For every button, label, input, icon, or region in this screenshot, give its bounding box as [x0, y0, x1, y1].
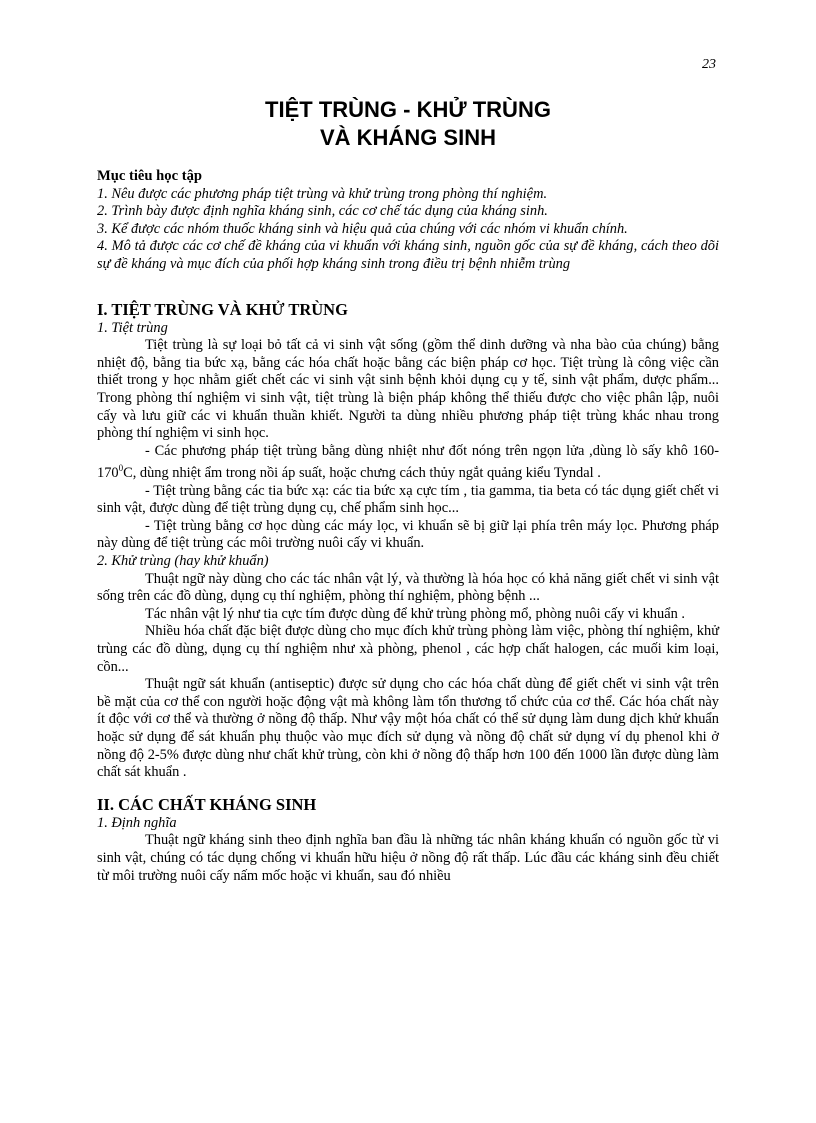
learning-objectives — [97, 168, 719, 274]
paragraph: Nhiều hóa chất đặc biệt được dùng cho mục đích khử trùng phòng làm việc, phòng thí nghiệm, khử trùng các đồ dùng, dụng cụ thí nghiệm như xà phòng, phenol , các hợp chất halogen, các muối kim loại, cồn... — [97, 623, 719, 675]
objectives-heading: Mục tiêu học tập — [97, 168, 202, 184]
subsection-heading: 1. Tiệt trùng — [97, 319, 168, 336]
objective-item: 4. Mô tả được các cơ chế đề kháng của vi khuẩn với kháng sinh, nguồn gốc của sự đề kháng, cách theo dõi sự đề kháng và mục đích của phối hợp kháng sinh trong điều trị bệnh nhiễm trùng — [97, 238, 719, 272]
objective-item: 2. Trình bày được định nghĩa kháng sinh, các cơ chế tác dụng của kháng sinh. — [97, 203, 548, 220]
superscript: 0 — [118, 463, 124, 474]
subsection-heading: 2. Khử trùng (hay khử khuẩn) — [97, 553, 269, 570]
page-title-line-2: VÀ KHÁNG SINH — [319, 125, 496, 150]
paragraph: Thuật ngữ kháng sinh theo định nghĩa ban đầu là những tác nhân kháng khuẩn có nguồn gốc từ vi sinh vật, chúng có tác dụng chống vi khuẩn hữu hiệu ở nồng độ rất thấp. Lúc đầu các kháng sinh đều chiết từ môi trường nuôi cấy nấm mốc hoặc vi khuẩn, sau đó nhiều — [97, 832, 719, 884]
section-heading: I. TIỆT TRÙNG VÀ KHỬ TRÙNG — [97, 299, 348, 319]
paragraph: Thuật ngữ sát khuẩn (antiseptic) được sử dụng cho các hóa chất dùng để giết chết vi sinh vật trên bề mặt của cơ thể con người hoặc động vật mà không làm tổn thương tổ chức của cơ thể. Các hóa chất này ít độc với cơ thể và thường ở nồng độ thấp. Như vậy một hóa chất có thể sử dụng làm dung dịch khử khuẩn hoặc sử dụng để sát khuẩn phụ thuộc vào mục đích sử dụng và nồng độ chất sử dụng ví dụ phenol khi ở nồng độ 2-5% được dùng như chất khử trùng, còn khi ở nồng độ thấp hơn 100 đến 1000 lần được dùng làm chất sát khuẩn . — [97, 676, 719, 781]
paragraph: Tiệt trùng là sự loại bỏ tất cả vi sinh vật sống (gồm thể dinh dưỡng và nha bào của chúng) bằng nhiệt độ, bằng tia bức xạ, bằng các hóa chất hoặc bằng các biện pháp cơ học. Tiệt trùng là công việc cần thiết trong y học nhằm giết chết các vi sinh vật sinh bệnh khỏi dụng cụ y tế, sinh vật phẩm, dược phẩm... Trong phòng thí nghiệm vi sinh vật, tiệt trùng là biện pháp không thể thiếu được cho việc phân lập, nuôi cấy và lưu giữ các vi khuẩn thuần khiết. Người ta dùng nhiều phương pháp tiệt trùng khác nhau trong phòng thí nghiệm vi sinh học. — [97, 337, 719, 442]
paragraph: - Tiệt trùng bằng các tia bức xạ: các tia bức xạ cực tím , tia gamma, tia beta có tác dụng giết chết vi sinh vật, được dùng để tiệt trùng dụng cụ, chế phẩm sinh học... — [97, 482, 719, 517]
paragraph: Thuật ngữ này dùng cho các tác nhân vật lý, và thường là hóa học có khả năng giết chết vi sinh vật sống trên các đồ dùng, dụng cụ thí nghiệm, phòng thí nghiệm, phòng bệnh ... — [97, 570, 719, 605]
subsection-heading: 1. Định nghĩa — [97, 814, 177, 831]
objective-item: 1. Nêu được các phương pháp tiệt trùng và khử trùng trong phòng thí nghiệm. — [97, 185, 548, 202]
paragraph-text: C, dùng nhiệt ẩm trong nồi áp suất, hoặc chưng cách thủy ngắt quảng kiểu Tyndal . — [123, 465, 601, 482]
page-title-line-1: TIỆT TRÙNG - KHỬ TRÙNG — [265, 97, 551, 122]
objective-item: 3. Kể được các nhóm thuốc kháng sinh và hiệu quả của chúng với các nhóm vi khuẩn chính. — [97, 220, 628, 237]
page-number: 23 — [702, 57, 716, 72]
paragraph: - Tiệt trùng bằng cơ học dùng các máy lọc, vi khuẩn sẽ bị giữ lại phía trên máy lọc. Phương pháp này dùng để tiệt trùng các môi trường nuôi cấy vi khuẩn. — [97, 517, 719, 552]
paragraph-text: - Các phương pháp tiệt trùng bằng dùng nhiệt như đốt nóng trên ngọn lửa ,dùng lò sấy khô 160-170 — [97, 442, 719, 482]
paragraph: Tác nhân vật lý như tia cực tím được dùng để khử trùng phòng mổ, phòng nuôi cấy vi khuẩn . — [145, 605, 685, 622]
paragraph — [97, 443, 719, 483]
section-heading: II. CÁC CHẤT KHÁNG SINH — [97, 794, 317, 814]
document-body — [97, 168, 719, 885]
